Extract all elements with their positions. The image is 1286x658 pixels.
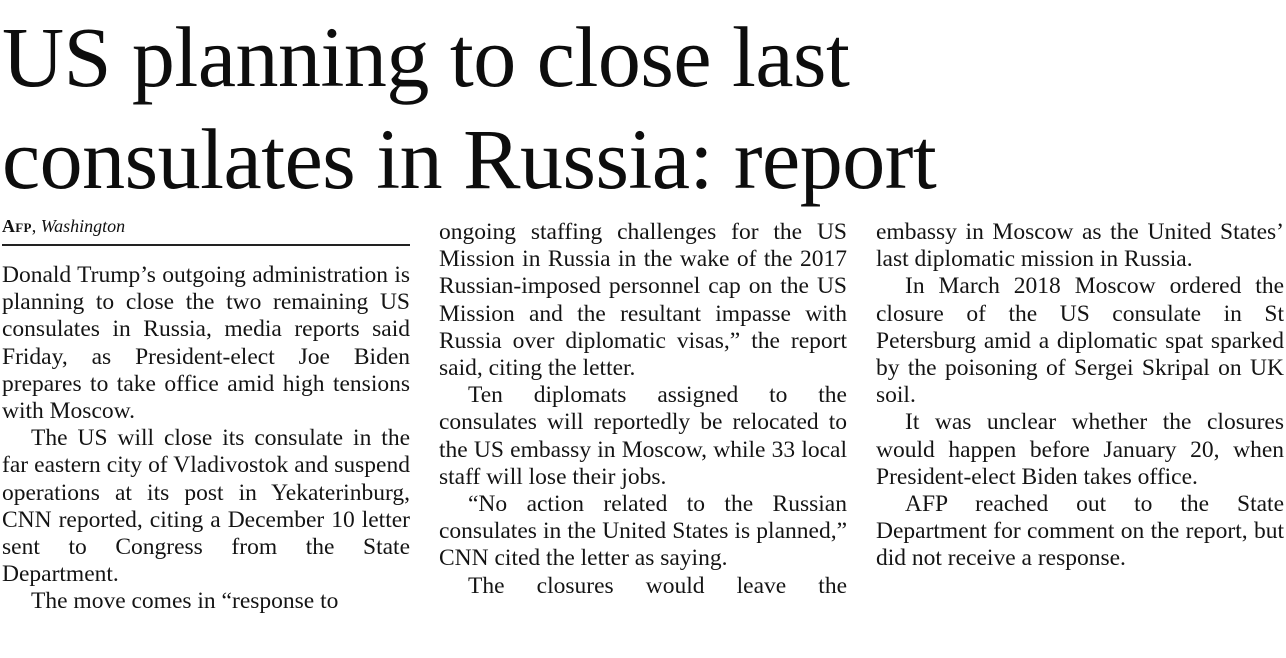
byline-agency: Afp <box>2 216 32 236</box>
article-paragraph: The move comes in “response to <box>31 588 339 615</box>
article-paragraph: ongoing staffing challenges for the US Mission in Russia in the wake of the 2017 Russian-imposed personnel cap on the US Mission and the resultant impasse with Russia over diplomatic visas,” the report said, citing the letter. <box>439 219 847 382</box>
headline-line-2: consulates in Russia: report <box>2 111 937 207</box>
article-paragraph: The closures would leave the <box>468 572 847 599</box>
headline-line-1: US planning to close last <box>2 9 850 105</box>
article-paragraph: The US will close its consulate in the far eastern city of Vladivostok and suspend operations at its post in Yekaterinburg, CNN reported, citing a December 10 letter sent to Congress from the State Department. <box>2 425 410 588</box>
article-paragraph: Ten diplomats assigned to the consulates will reportedly be relocated to the US embassy in Moscow, while 33 local staff will lose their jobs. <box>439 382 847 490</box>
byline-separator: , <box>31 216 41 236</box>
article-column-2 <box>439 219 847 600</box>
byline-dateline: Washington <box>40 216 126 236</box>
article-column-3 <box>876 219 1284 573</box>
article-column-1 <box>2 262 410 616</box>
article-paragraph: embassy in Moscow as the United States’ last diplomatic mission in Russia. <box>876 219 1284 273</box>
article-paragraph: It was unclear whether the closures would happen before January 20, when President-elect Biden takes office. <box>876 409 1284 490</box>
article-paragraph: In March 2018 Moscow ordered the closure of the US consulate in St Petersburg amid a diplomatic spat sparked by the poisoning of Sergei Skripal on UK soil. <box>876 273 1284 409</box>
article-paragraph: Donald Trump’s outgoing administration is planning to close the two remaining US consulates in Russia, media reports said Friday, as President-elect Joe Biden prepares to take office amid high tensions with Moscow. <box>2 262 410 425</box>
byline <box>2 214 410 246</box>
headline <box>2 6 936 210</box>
article-paragraph: AFP reached out to the State Department for comment on the report, but did not receive a response. <box>876 491 1284 572</box>
article-paragraph: “No action related to the Russian consulates in the United States is planned,” CNN cited the letter as saying. <box>439 491 847 572</box>
